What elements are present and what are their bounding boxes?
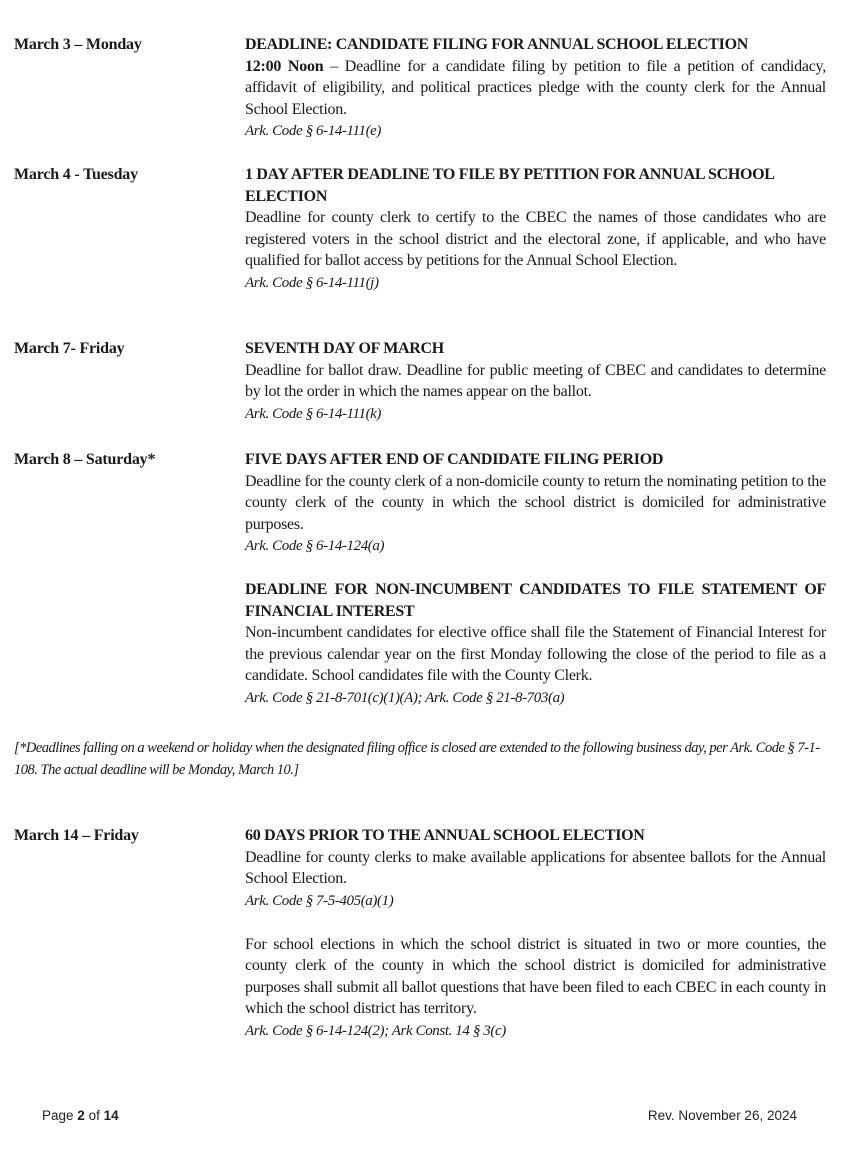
- entry-date: March 7- Friday: [14, 340, 125, 357]
- entry-date: March 8 – Saturday*: [14, 451, 156, 468]
- deadline-heading: SEVENTH DAY OF MARCH: [245, 340, 444, 357]
- revision-date: Rev. November 26, 2024: [647, 1108, 797, 1123]
- weekend-deadline-note: [*Deadlines falling on a weekend or holiday when the designated filing office is closed are extended to the following business day, per Ark. Code § 7-1-108. The actual deadline will be Monday, March 10.]: [14, 740, 820, 778]
- page-of: of: [88, 1108, 100, 1123]
- statute-citation: Ark. Code § 6-14-124(2); Ark Const. 14 § 3(c): [245, 1023, 506, 1040]
- deadline-heading: DEADLINE: CANDIDATE FILING FOR ANNUAL SCHOOL ELECTION: [245, 36, 748, 53]
- deadline-block: [245, 579, 826, 709]
- entry-content: [245, 338, 826, 425]
- statute-citation: Ark. Code § 7-5-405(a)(1): [245, 892, 394, 909]
- entry-date: March 4 - Tuesday: [14, 166, 138, 183]
- statute-citation: Ark. Code § 21-8-701(c)(1)(A); Ark. Code § 21-8-703(a): [245, 690, 565, 707]
- statute-citation: Ark. Code § 6-14-111(e): [245, 123, 382, 140]
- deadline-time: 12:00 Noon: [245, 57, 324, 75]
- deadline-description: Deadline for the county clerk of a non-domicile county to return the nominating petition to the county clerk of the county in which the school district is domiciled for administrative purposes.: [245, 472, 826, 533]
- deadline-description-text: – Deadline for a candidate filing by petition to file a petition of candidacy, affidavit of eligibility, and political practices pledge with the county clerk for the Annual School Election.: [245, 57, 827, 118]
- entry-date: March 3 – Monday: [14, 36, 142, 53]
- deadline-description: Deadline for county clerks to make available applications for absentee ballots for the Annual School Election.: [245, 848, 826, 888]
- deadline-heading: DEADLINE FOR NON-INCUMBENT CANDIDATES TO FILE STATEMENT OF FINANCIAL INTEREST: [245, 581, 826, 620]
- page-current: 2: [77, 1108, 85, 1123]
- deadline-heading: 1 DAY AFTER DEADLINE TO FILE BY PETITION FOR ANNUAL SCHOOL ELECTION: [245, 166, 774, 205]
- entry-content: [245, 449, 826, 709]
- entry-date: March 14 – Friday: [14, 827, 139, 844]
- page-number: [42, 1108, 119, 1123]
- deadline-description: For school elections in which the school district is situated in two or more counties, the county clerk of the county in which the school district is domiciled for administrative purposes shall submit all ballot questions that have been filed to each CBEC in each county in which the school district has territory.: [245, 935, 826, 1018]
- deadline-heading: FIVE DAYS AFTER END OF CANDIDATE FILING PERIOD: [245, 451, 664, 468]
- deadline-block: [245, 934, 826, 1042]
- entry-content: [245, 164, 826, 294]
- statute-citation: Ark. Code § 6-14-124(a): [245, 538, 385, 555]
- deadline-description: [245, 56, 826, 121]
- deadline-description: Deadline for ballot draw. Deadline for public meeting of CBEC and candidates to determine by lot the order in which the names appear on the ballot.: [245, 361, 826, 401]
- entry-content: [245, 825, 826, 1042]
- deadline-description: Non-incumbent candidates for elective office shall file the Statement of Financial Interest for the previous calendar year on the first Monday following the close of the period to file as a candidate. School candidates file with the County Clerk.: [245, 624, 826, 685]
- page-total: 14: [103, 1108, 119, 1123]
- deadline-block: [245, 164, 826, 294]
- deadline-heading: 60 DAYS PRIOR TO THE ANNUAL SCHOOL ELECTION: [245, 827, 645, 844]
- page-footer: [42, 1108, 797, 1123]
- deadline-block: [245, 825, 826, 912]
- statute-citation: Ark. Code § 6-14-111(j): [245, 274, 379, 291]
- page-prefix: Page: [42, 1108, 74, 1123]
- deadline-block: [245, 449, 826, 557]
- deadline-description: Deadline for county clerk to certify to the CBEC the names of those candidates who are registered voters in the school district and the electoral zone, if applicable, and who have qualified for ballot access by petitions for the Annual School Election.: [245, 209, 826, 270]
- entry-content: [245, 34, 826, 142]
- deadline-block: [245, 338, 826, 425]
- deadline-block: [245, 34, 826, 142]
- statute-citation: Ark. Code § 6-14-111(k): [245, 405, 382, 422]
